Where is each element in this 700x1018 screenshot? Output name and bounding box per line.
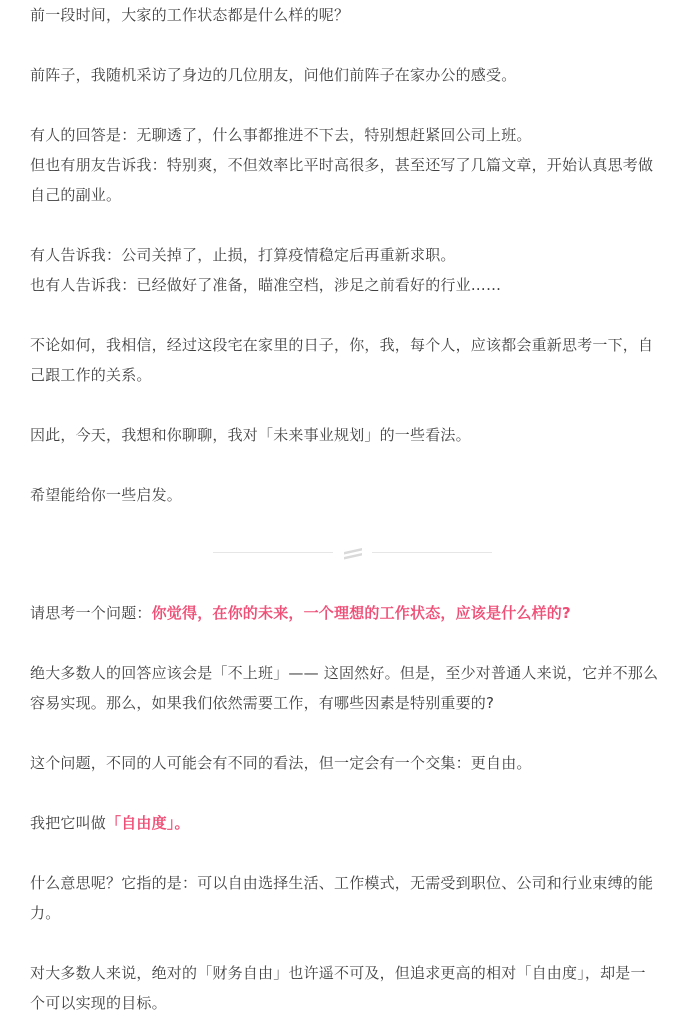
paragraph-goal-line1: 对大多数人来说，绝对的「财务自由」也许遥不可及，但追求更高的相对「自由度」，却是一 bbox=[30, 964, 646, 982]
paragraph-call-it bbox=[30, 808, 675, 838]
double-slash-divider-icon bbox=[340, 543, 366, 561]
paragraph-belief-line2: 己跟工作的关系。 bbox=[30, 366, 152, 384]
paragraph-answer-happy-line1: 但也有朋友告诉我：特别爽，不但效率比平时高很多，甚至还写了几篇文章，开始认真思考做 bbox=[30, 156, 654, 174]
paragraph-most-answers bbox=[30, 658, 675, 718]
paragraph-today: 因此，今天，我想和你聊聊，我对「未来事业规划」的一些看法。 bbox=[30, 426, 471, 444]
divider-line-right bbox=[372, 552, 492, 553]
paragraph-meaning-line2: 力。 bbox=[30, 904, 61, 922]
paragraph-freer: 这个问题，不同的人可能会有不同的看法，但一定会有一个交集：更自由。 bbox=[30, 754, 532, 772]
freedom-degree-highlight: 「自由度」。 bbox=[106, 814, 190, 832]
paragraph-answer-happy-line2: 自己的副业。 bbox=[30, 186, 122, 204]
paragraph-answer-prepared: 也有人告诉我：已经做好了准备，瞄准空档，涉足之前看好的行业…… bbox=[30, 276, 502, 294]
paragraph-most-answers-line2: 容易实现。那么，如果我们依然需要工作，有哪些因素是特别重要的? bbox=[30, 694, 495, 712]
divider-line-left bbox=[213, 552, 333, 553]
question-highlight: 你觉得，在你的未来，一个理想的工作状态，应该是什么样的? bbox=[151, 604, 571, 622]
call-it-prefix: 我把它叫做 bbox=[30, 814, 107, 832]
paragraph-hope: 希望能给你一些启发。 bbox=[30, 486, 183, 504]
paragraph-intro-question: 前一段时间，大家的工作状态都是什么样的呢？ bbox=[30, 6, 350, 24]
paragraph-answer-company-closed: 有人告诉我：公司关掉了，止损，打算疫情稳定后再重新求职。 bbox=[30, 246, 456, 264]
paragraph-meaning bbox=[30, 868, 675, 928]
paragraph-goal-line2: 个可以实现的目标。 bbox=[30, 994, 167, 1012]
section-divider bbox=[30, 542, 675, 562]
paragraph-answers-group-2 bbox=[30, 240, 675, 300]
paragraph-answers-group-1 bbox=[30, 120, 675, 210]
paragraph-interview: 前阵子，我随机采访了身边的几位朋友，问他们前阵子在家办公的感受。 bbox=[30, 66, 517, 84]
paragraph-belief bbox=[30, 330, 675, 390]
paragraph-meaning-line1: 什么意思呢？它指的是：可以自由选择生活、工作模式，无需受到职位、公司和行业束缚的能 bbox=[30, 874, 654, 892]
paragraph-most-answers-line1: 绝大多数人的回答应该会是「不上班」—— 这固然好。但是，至少对普通人来说，它并不那么 bbox=[30, 664, 659, 682]
paragraph-answer-bored: 有人的回答是：无聊透了，什么事都推进不下去，特别想赶紧回公司上班。 bbox=[30, 126, 532, 144]
article-body bbox=[30, 0, 675, 1018]
paragraph-think-question bbox=[30, 598, 675, 628]
paragraph-goal bbox=[30, 958, 675, 1018]
paragraph-belief-line1: 不论如何，我相信，经过这段宅在家里的日子，你，我，每个人，应该都会重新思考一下，自 bbox=[30, 336, 654, 354]
question-prefix: 请思考一个问题： bbox=[30, 604, 152, 622]
